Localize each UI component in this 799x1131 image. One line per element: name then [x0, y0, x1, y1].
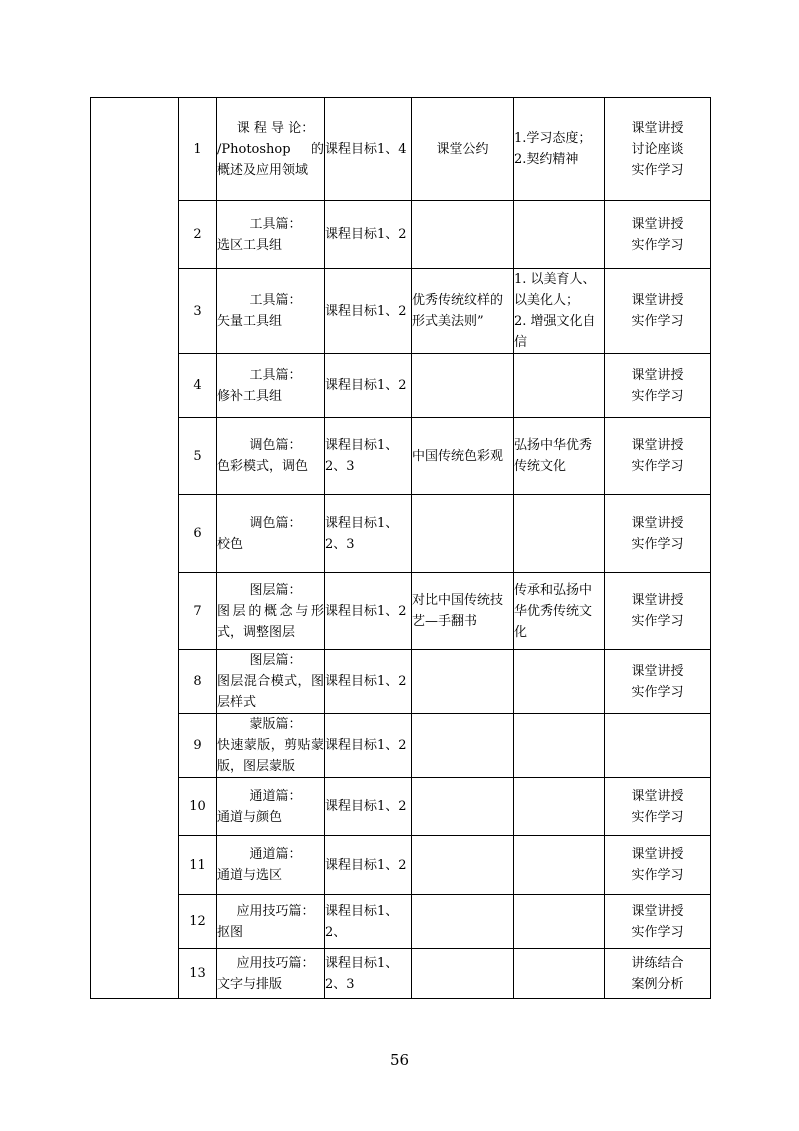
goal-cell [325, 778, 412, 836]
goal-cell [325, 650, 412, 714]
merged-blank-cell [91, 98, 179, 999]
row-number: 6 [179, 495, 217, 573]
topic-body: 图层混合模式，图层样式 [217, 674, 324, 710]
element-cell [514, 269, 605, 354]
topic-title: 调色篇： [249, 438, 302, 453]
topic-body: 图层的概念与形式，调整图层 [217, 603, 324, 640]
ideo-text: 优秀传统纹样的形式美法则” [412, 293, 504, 329]
goal-text: 课程目标1、2 [325, 603, 407, 619]
element-cell [514, 949, 605, 999]
topic-title: 工具篇： [249, 293, 302, 308]
page-number: 56 [389, 1051, 410, 1069]
row-number: 13 [179, 949, 217, 999]
topic-body: 抠图 [217, 924, 244, 940]
goal-text: 课程目标1、2、3 [325, 955, 399, 992]
method-line: 课堂讲授 [631, 903, 684, 919]
method-cell [605, 895, 711, 949]
goal-cell [325, 354, 412, 418]
topic-cell [217, 778, 325, 836]
row-number: 9 [179, 714, 217, 778]
goal-text: 课程目标1、2 [325, 857, 407, 873]
topic-title: 通道篇： [249, 847, 302, 862]
ideo-text: 中国传统色彩观 [412, 448, 504, 464]
topic-body: 色彩模式，调色 [217, 459, 309, 474]
element-line: 2. 增强文化自信 [514, 314, 596, 350]
element-cell [514, 201, 605, 269]
topic-title: 工具篇： [249, 216, 302, 232]
method-cell [605, 949, 711, 999]
goal-text: 课程目标1、4 [325, 141, 407, 157]
table-row [91, 354, 711, 418]
element-cell [514, 98, 605, 201]
topic-title: 通道篇： [249, 788, 302, 804]
topic-cell [217, 573, 325, 650]
element-cell [514, 418, 605, 495]
topic-cell [217, 418, 325, 495]
topic-body: 文字与排版 [217, 976, 283, 992]
method-line: 实作学习 [631, 314, 684, 329]
topic-cell [217, 650, 325, 714]
goal-text: 课程目标1、2 [325, 378, 407, 393]
topic-title: 工具篇： [249, 367, 302, 383]
element-cell [514, 495, 605, 573]
goal-cell [325, 269, 412, 354]
goal-text: 课程目标1、2 [325, 799, 407, 814]
method-line: 实作学习 [631, 536, 684, 552]
goal-text: 课程目标1、2、3 [325, 515, 399, 552]
goal-cell [325, 949, 412, 999]
topic-body: /Photoshop 的 概述及应用领域 [217, 141, 324, 178]
goal-cell [325, 98, 412, 201]
syllabus-table [90, 97, 711, 999]
row-number: 1 [179, 98, 217, 201]
element-line: 弘扬中华优秀传统文化 [514, 438, 593, 474]
ideo-cell [412, 354, 514, 418]
method-line: 实作学习 [631, 809, 684, 825]
ideo-text: 课堂公约 [436, 141, 489, 157]
goal-cell [325, 201, 412, 269]
method-cell [605, 836, 711, 895]
ideo-cell [412, 650, 514, 714]
topic-body: 选区工具组 [217, 237, 283, 253]
element-line: 1.学习态度； [514, 131, 592, 146]
goal-text: 课程目标1、2 [325, 674, 407, 689]
method-cell [605, 418, 711, 495]
table-row [91, 98, 711, 201]
table-row [91, 778, 711, 836]
element-line: 1. 以美育人、以美化人； [514, 272, 596, 308]
element-cell [514, 778, 605, 836]
method-cell [605, 573, 711, 650]
method-line: 课堂讲授 [631, 293, 684, 308]
method-line: 实作学习 [631, 237, 684, 253]
topic-body: 矢量工具组 [217, 314, 283, 329]
method-cell [605, 354, 711, 418]
element-line: 传承和弘扬中华优秀传统文化 [514, 582, 593, 640]
ideo-cell [412, 98, 514, 201]
element-cell [514, 650, 605, 714]
row-number: 8 [179, 650, 217, 714]
method-cell [605, 714, 711, 778]
method-line: 课堂讲授 [631, 663, 684, 679]
topic-cell [217, 201, 325, 269]
row-number: 3 [179, 269, 217, 354]
method-line: 讨论座谈 [631, 141, 684, 157]
goal-text: 课程目标1、2 [325, 227, 407, 242]
method-line: 课堂讲授 [631, 515, 684, 531]
method-cell [605, 269, 711, 354]
goal-text: 课程目标1、2 [325, 738, 407, 753]
table-row [91, 495, 711, 573]
row-number: 4 [179, 354, 217, 418]
goal-text: 课程目标1、2 [325, 303, 407, 319]
goal-cell [325, 573, 412, 650]
row-number: 7 [179, 573, 217, 650]
method-line: 实作学习 [631, 614, 684, 629]
topic-cell [217, 269, 325, 354]
row-number: 5 [179, 418, 217, 495]
table-row [91, 201, 711, 269]
method-line: 课堂讲授 [631, 216, 684, 232]
method-line: 实作学习 [631, 684, 684, 700]
element-line: 2.契约精神 [514, 152, 579, 167]
topic-title: 应用技巧篇： [236, 903, 315, 919]
topic-body: 快速蒙版，剪贴蒙版，图层蒙版 [217, 738, 324, 774]
goal-text: 课程目标1、2、 [325, 903, 399, 940]
method-line: 课堂讲授 [631, 367, 684, 383]
topic-body: 修补工具组 [217, 388, 283, 404]
topic-title: 调色篇： [249, 515, 302, 531]
method-line: 课堂讲授 [631, 438, 684, 453]
element-cell [514, 895, 605, 949]
table-row [91, 573, 711, 650]
ideo-cell [412, 949, 514, 999]
method-line: 实作学习 [631, 162, 684, 178]
method-line: 讲练结合 [631, 955, 684, 971]
ideo-cell [412, 573, 514, 650]
topic-cell [217, 495, 325, 573]
topic-title: 蒙版篇： [249, 717, 302, 732]
topic-body: 通道与颜色 [217, 809, 283, 825]
row-number: 12 [179, 895, 217, 949]
table-row [91, 836, 711, 895]
method-line: 课堂讲授 [631, 788, 684, 804]
method-cell [605, 778, 711, 836]
goal-cell [325, 418, 412, 495]
goal-cell [325, 495, 412, 573]
topic-cell [217, 836, 325, 895]
topic-cell [217, 714, 325, 778]
element-cell [514, 354, 605, 418]
ideo-cell [412, 778, 514, 836]
ideo-cell [412, 269, 514, 354]
row-number: 11 [179, 836, 217, 895]
topic-cell [217, 354, 325, 418]
table-row [91, 714, 711, 778]
table-row [91, 269, 711, 354]
goal-cell [325, 836, 412, 895]
element-cell [514, 573, 605, 650]
method-line: 实作学习 [631, 459, 684, 474]
method-line: 案例分析 [631, 976, 684, 992]
ideo-cell [412, 201, 514, 269]
method-line: 实作学习 [631, 868, 684, 883]
topic-title: 课 程 导 论： [236, 120, 315, 136]
ideo-cell [412, 495, 514, 573]
method-cell [605, 98, 711, 201]
topic-cell [217, 895, 325, 949]
ideo-cell [412, 714, 514, 778]
topic-title: 应用技巧篇： [236, 955, 315, 971]
topic-title: 图层篇： [249, 582, 302, 598]
topic-body: 校色 [217, 536, 244, 552]
goal-cell [325, 895, 412, 949]
method-cell [605, 495, 711, 573]
ideo-cell [412, 836, 514, 895]
topic-title: 图层篇： [249, 653, 302, 668]
element-cell [514, 836, 605, 895]
method-line: 课堂讲授 [631, 593, 684, 608]
topic-cell [217, 98, 325, 201]
ideo-text: 对比中国传统技艺—手翻书 [412, 593, 504, 629]
table-row [91, 650, 711, 714]
topic-body: 通道与选区 [217, 868, 283, 883]
ideo-cell [412, 895, 514, 949]
method-line: 实作学习 [631, 924, 684, 940]
row-number: 2 [179, 201, 217, 269]
goal-cell [325, 714, 412, 778]
table-row [91, 949, 711, 999]
method-cell [605, 650, 711, 714]
ideo-cell [412, 418, 514, 495]
method-line: 课堂讲授 [631, 847, 684, 862]
goal-text: 课程目标1、2、3 [325, 438, 399, 474]
topic-cell [217, 949, 325, 999]
element-cell [514, 714, 605, 778]
table-row [91, 418, 711, 495]
method-line: 课堂讲授 [631, 120, 684, 136]
method-line: 实作学习 [631, 388, 684, 404]
row-number: 10 [179, 778, 217, 836]
table-row [91, 895, 711, 949]
method-cell [605, 201, 711, 269]
